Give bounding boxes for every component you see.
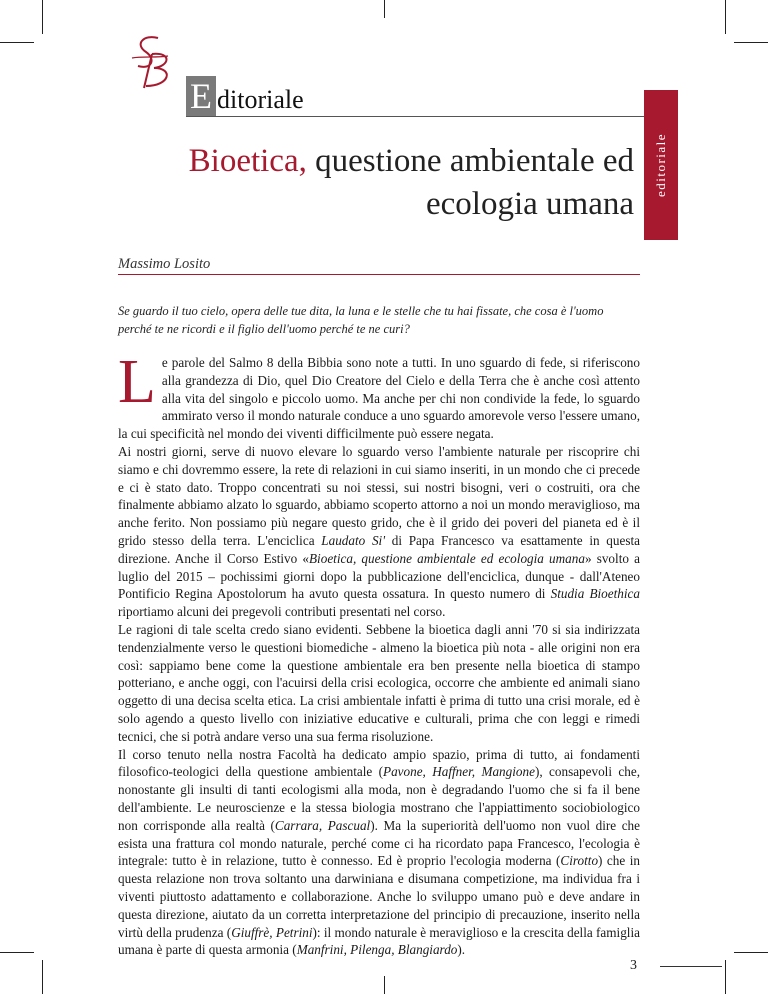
crop-mark xyxy=(0,952,34,953)
paragraph: Ai nostri giorni, serve di nuovo elevare lo sguardo verso l'ambiente naturale per riscoprire chi siamo e chi dovremmo essere, la rete di relazioni in cui siamo inseriti, in un mondo che ci precede e ci è stato dato. Troppo concentrati su noi stessi, sui nostri bisogni, veri o costruiti, ora che finalmente abbiamo alzato lo sguardo, abbiamo scoperto attorno a noi un mondo meraviglioso, ma anche ferito. Non possiamo più negare questo grido, che è il grido dei poveri del pianeta ed è il grido stesso della terra. L'enciclica Laudato Si' di Papa Francesco va esattamente in questa direzione. Anche il Corso Estivo «Bioetica, questione ambientale ed ecologia umana» svolto a luglio del 2015 – pochissimi giorni dopo la pubblicazione dell'enciclica, dunque - dall'Ateneo Pontificio Regina Apostolorum ha avuto questa ossatura. In questo numero di Studia Bioethica riportiamo alcuni dei pregevoli contributi presentati nel corso. xyxy=(118,443,640,620)
crop-mark xyxy=(42,960,43,994)
crop-mark xyxy=(0,42,34,43)
paragraph: Il corso tenuto nella nostra Facoltà ha dedicato ampio spazio, prima di tutto, ai fondamenti filosofico-teologici della questione ambientale (Pavone, Haffner, Mangione), consapevoli che, nonostante gli insulti di tanti ecologismi alla moda, non è degradando l'uomo che si fa il bene dell'ambiente. Le neuroscienze e la stessa biologia mostrano che l'appiattimento sociobiologico non corrisponde alla realtà (Carrara, Pascual). Ma la superiorità dell'uomo non vuol dire che esista una frattura col mondo naturale, perché come ci ha ricordato papa Francesco, l'ecologia è integrale: tutto è in relazione, tutto è connesso. Ed è proprio l'ecologia moderna (Cirotto) che in questa relazione non trova soltanto una darwiniana e disumana competizione, ma individua fra i viventi piuttosto adattamento e collaborazione. Anche lo sviluppo umano può e deve andare in questa direzione, aiutato da un corretta interpretazione del principio di precauzione, inserito nella virtù della prudenza (Giuffrè, Petrini): il mondo naturale è meraviglioso e la crescita della famiglia umana è parte di questa armonia (Manfrini, Pilenga, Blangiardo). xyxy=(118,746,640,958)
epigraph: Se guardo il tuo cielo, opera delle tue dita, la luna e le stelle che tu hai fissate, che cosa è l'uomo perché te ne ricordi e il figlio dell'uomo perché te ne curi? xyxy=(118,304,604,336)
crop-mark xyxy=(725,960,726,994)
page-number-rule xyxy=(660,966,722,967)
drop-cap: L xyxy=(118,348,156,416)
section-initial: E xyxy=(186,76,216,116)
crop-mark xyxy=(734,42,768,43)
paragraph: Le ragioni di tale scelta credo siano evidenti. Sebbene la bioetica dagli anni '70 si sia indirizzata tendenzialmente verso le questioni biomediche - almeno la bioetica più nota - alle origini non era così: sappiamo bene come la questione ambientale era ben presente nella bioetica di stampo potteriano, e anche oggi, con l'acuirsi della crisi ecologica, occorre che ambiente ed animali siano oggetto di una decisa scelta etica. La crisi ambientale infatti è prima di tutto una crisi morale, ed è solo agendo a questo livello con iniziative educative e culturali, prima che con leggi e rimedi tecnici, che si potrà andare verso una sua ferma risoluzione. xyxy=(118,621,640,744)
author-divider xyxy=(118,274,640,275)
crop-mark xyxy=(734,952,768,953)
crop-mark xyxy=(42,0,43,34)
crop-mark xyxy=(725,0,726,34)
article-title xyxy=(74,140,634,226)
article-body xyxy=(118,348,640,959)
page-number: 3 xyxy=(630,958,637,973)
paragraph: Le parole del Salmo 8 della Bibbia sono note a tutti. In uno sguardo di fede, si riferiscono alla grandezza di Dio, quel Dio Creatore del Cielo e della Terra che è anche così attento alla vita del singolo e piccolo uomo. Ma anche per chi non condivide la fede, lo sguardo ammirato verso il mondo naturale conduce a uno sguardo amorevole verso l'essere umano, la cui specificità nel mondo dei viventi difficilmente può essere negata. xyxy=(118,348,640,442)
crop-mark xyxy=(384,0,385,18)
title-accent: Bioetica, xyxy=(188,143,307,179)
section-sidebar-tab xyxy=(644,90,678,240)
section-label: ditoriale xyxy=(217,85,304,114)
journal-logo xyxy=(122,32,182,92)
crop-mark xyxy=(384,976,385,994)
title-line1: questione ambientale ed xyxy=(306,143,634,179)
section-header xyxy=(186,76,304,116)
section-divider xyxy=(186,116,644,117)
title-line2: ecologia umana xyxy=(426,186,634,222)
sidebar-label: editoriale xyxy=(653,132,668,198)
author-name: Massimo Losito xyxy=(118,256,211,272)
